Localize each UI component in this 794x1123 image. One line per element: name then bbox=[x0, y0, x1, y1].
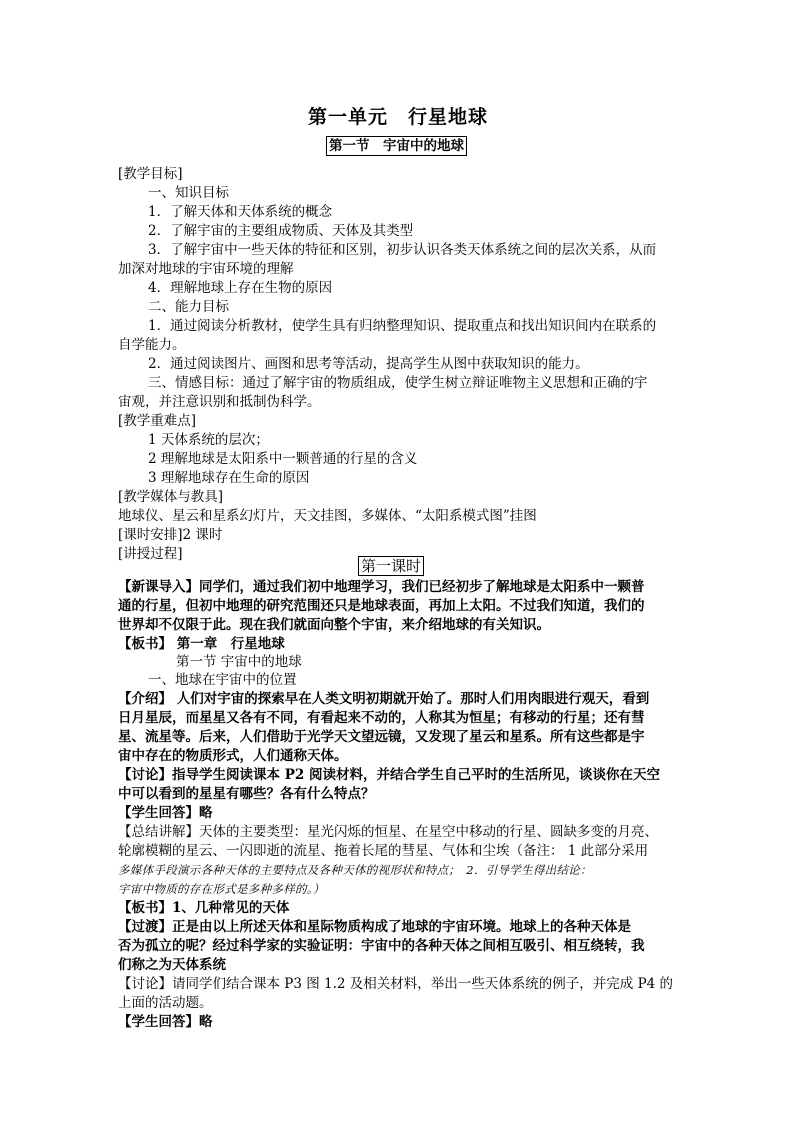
text-line: 自学能力。 bbox=[118, 337, 186, 353]
text-line: 第一节 宇宙中的地球 bbox=[176, 654, 302, 670]
board-heading: 【板书】1、几种常见的天体 bbox=[118, 900, 290, 916]
heading-media: [教学媒体与教具] bbox=[118, 489, 224, 505]
text-line: 1 天体系统的层次； bbox=[148, 432, 269, 448]
heading-process: [讲授过程] bbox=[118, 546, 183, 562]
section-title: 第一节 宇宙中的地球 bbox=[326, 136, 467, 156]
text-line: 们称之为天体系统 bbox=[118, 957, 226, 973]
text-line: 地球仪、星云和星系幻灯片，天文挂图，多媒体、“太阳系模式图”挂图 bbox=[118, 508, 537, 524]
text-line: 1．通过阅读分析教材，使学生具有归纳整理知识、提取重点和找出知识间内在联系的 bbox=[148, 318, 657, 334]
emotion-goals: 三、情感目标：通过了解宇宙的物质组成，使学生树立辩证唯物主义思想和正确的宇 bbox=[148, 375, 648, 391]
text-line: 2．通过阅读图片、画图和思考等活动，提高学生从图中获取知识的能力。 bbox=[148, 356, 589, 372]
text-line: 轮廓模糊的星云、一闪即逝的流星、拖着长尾的彗星、气体和尘埃（备注： 1 此部分采用 bbox=[118, 843, 649, 859]
text-line: 1．了解天体和天体系统的概念 bbox=[148, 204, 333, 220]
text-line: 中可以看到的星星有哪些？各有什么特点？ bbox=[118, 786, 375, 802]
text-line: 【学生回答】略 bbox=[118, 1014, 213, 1030]
text-line: 【学生回答】略 bbox=[118, 805, 213, 821]
text-line: 上面的活动题。 bbox=[118, 995, 213, 1011]
text-line: 多媒体手段演示各种天体的主要特点及各种天体的视形状和特点； 2．引导学生得出结论： bbox=[118, 863, 592, 877]
text-line: 3．了解宇宙中一些天体的特征和区别，初步认识各类天体系统之间的层次关系，从而 bbox=[148, 242, 657, 258]
text-line: 2 理解地球是太阳系中一颗普通的行星的含义 bbox=[148, 451, 418, 467]
ability-goals: 二、能力目标 bbox=[148, 299, 229, 315]
text-line: 宇宙中物质的存在形式是多种多样的。） bbox=[118, 882, 325, 896]
text-line: 加深对地球的宇宙环境的理解 bbox=[118, 261, 294, 277]
text-line: 【过渡】正是由以上所述天体和星际物质构成了地球的宇宙环境。地球上的各种天体是 bbox=[118, 919, 631, 935]
text-line: 日月星辰，而星星又各有不同，有看起来不动的，人称其为恒星；有移动的行星；还有彗 bbox=[118, 710, 645, 726]
text-line: 世界却不仅限于此。现在我们就面向整个宇宙，来介绍地球的有关知识。 bbox=[118, 617, 550, 633]
text-line: 4．理解地球上存在生物的原因 bbox=[148, 280, 333, 296]
lesson-title: 第一课时 bbox=[358, 556, 424, 576]
text-line: 【讨论】指导学生阅读课本 P2 阅读材料，并结合学生自己平时的生活所见，谈谈你在天空 bbox=[118, 767, 660, 783]
text-line: 【介绍】 人们对宇宙的探索早在人类文明初期就开始了。那时人们用肉眼进行观天，看到 bbox=[118, 691, 650, 707]
text-line: 宙观，并注意识别和抵制伪科学。 bbox=[118, 394, 321, 410]
knowledge-goals: 一、知识目标 bbox=[148, 185, 229, 201]
text-line: 通的行星，但初中地理的研究范围还只是地球表面，再加上太阳。不过我们知道，我们的 bbox=[118, 598, 645, 614]
text-line: 一、地球在宇宙中的位置 bbox=[148, 672, 297, 688]
heading-teaching-goals: [教学目标] bbox=[118, 166, 183, 182]
text-line: 星、流星等。后来，人们借助于光学天文望远镜，又发现了星云和星系。所有这些都是宇 bbox=[118, 729, 645, 745]
heading-key-points: [教学重难点] bbox=[118, 413, 197, 429]
board-heading: 【板书】 第一章 行星地球 bbox=[118, 636, 285, 652]
text-line: 宙中存在的物质形式，人们通称天体。 bbox=[118, 748, 348, 764]
text-line: 【新课导入】同学们，通过我们初中地理学习，我们已经初步了解地球是太阳系中一颗普 bbox=[118, 579, 645, 595]
text-line: 3 理解地球存在生命的原因 bbox=[148, 470, 310, 486]
text-line: 2．了解宇宙的主要组成物质、天体及其类型 bbox=[148, 223, 414, 239]
text-line: 【讨论】请同学们结合课本 P3 图 1.2 及相关材料，举出一些天体系统的例子，并完成 P4 的 bbox=[118, 976, 674, 992]
text-line: 否为孤立的呢？经过科学家的实验证明：宇宙中的各种天体之间相互吸引、相互绕转，我 bbox=[118, 938, 645, 954]
text-line: 【总结讲解】天体的主要类型：星光闪烁的恒星、在星空中移动的行星、圆缺多变的月亮、 bbox=[118, 824, 658, 840]
heading-schedule: [课时安排]2 课时 bbox=[118, 527, 223, 543]
unit-title: 第一单元 行星地球 bbox=[307, 106, 488, 128]
